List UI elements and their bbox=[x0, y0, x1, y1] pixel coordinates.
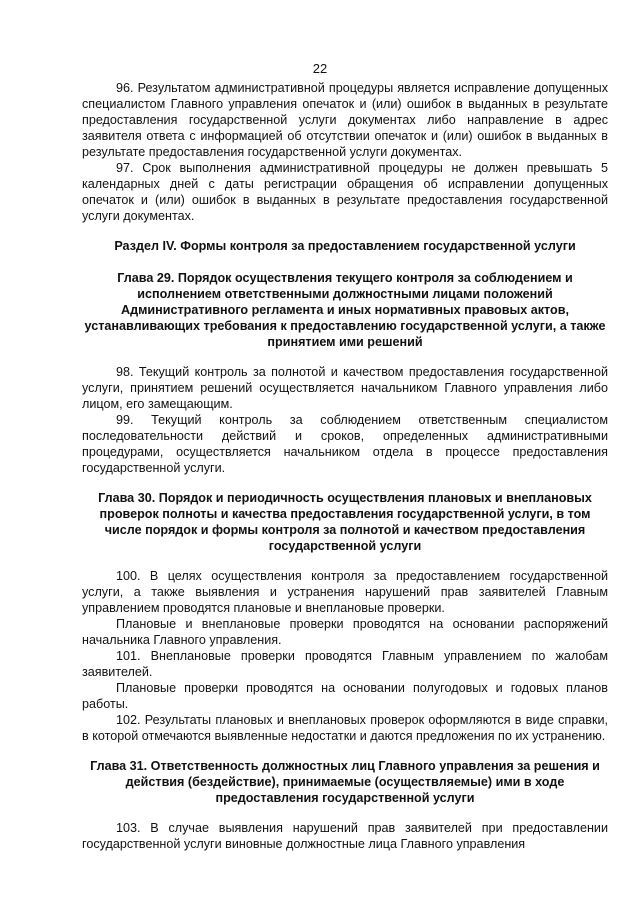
paragraph-100-cont: Плановые и внеплановые проверки проводятся на основании распоряжений начальника Главного управления. bbox=[82, 617, 608, 647]
paragraph-99: 99. Текущий контроль за соблюдением ответственным специалистом последовательности действий и сроков, определенных административными процедурами, осуществляется начальником отдела в процессе предоставления государственной услуги. bbox=[82, 413, 608, 475]
paragraph-96: 96. Результатом административной процедуры является исправление допущенных специалистом Главного управления опечаток и (или) ошибок в выданных в результате предоставления государственной услуги документах либо направление в адрес заявителя ответа с информацией об отсутствии опечаток и (или) ошибок в выданных в результате предоставления государственной услуги документах. bbox=[82, 81, 608, 159]
chapter-heading-29: Глава 29. Порядок осуществления текущего контроля за соблюдением и исполнением ответственными должностными лицами положений Административного регламента и иных нормативных правовых актов, устанавливающих требования к предоставлению государственной услуги, а также принятием ими решений bbox=[84, 271, 606, 349]
chapter-heading-30: Глава 30. Порядок и периодичность осуществления плановых и внеплановых проверок полноты и качества предоставления государственной услуги, в том числе порядок и формы контроля за полнотой и качеством предоставления государственной услуги bbox=[98, 491, 592, 553]
document-body bbox=[82, 80, 608, 852]
paragraph-98: 98. Текущий контроль за полнотой и качеством предоставления государственной услуги, принятием решений осуществляется начальником Главного управления либо лицом, его замещающим. bbox=[82, 365, 608, 411]
section-heading-iv: Раздел IV. Формы контроля за предоставлением государственной услуги bbox=[114, 239, 576, 253]
page-number: 22 bbox=[312, 61, 328, 76]
paragraph-101: 101. Внеплановые проверки проводятся Главным управлением по жалобам заявителей. bbox=[82, 649, 608, 679]
chapter-heading-31: Глава 31. Ответственность должностных лиц Главного управления за решения и действия (бездействие), принимаемые (осуществляемые) ими в ходе предоставления государственной услуги bbox=[90, 759, 600, 805]
paragraph-101-cont: Плановые проверки проводятся на основании полугодовых и годовых планов работы. bbox=[82, 681, 608, 711]
paragraph-103: 103. В случае выявления нарушений прав заявителей при предоставлении государственной услуги виновные должностные лица Главного управления bbox=[82, 821, 608, 851]
paragraph-97: 97. Срок выполнения административной процедуры не должен превышать 5 календарных дней с даты регистрации обращения об исправлении допущенных опечаток и (или) ошибок в выданных в результате предоставления государственной услуги документах. bbox=[82, 161, 608, 223]
paragraph-102: 102. Результаты плановых и внеплановых проверок оформляются в виде справки, в которой отмечаются выявленные недостатки и даются предложения по их устранению. bbox=[82, 713, 608, 743]
paragraph-100: 100. В целях осуществления контроля за предоставлением государственной услуги, а также выявления и устранения нарушений прав заявителей Главным управлением проводятся плановые и внеплановые проверки. bbox=[82, 569, 608, 615]
